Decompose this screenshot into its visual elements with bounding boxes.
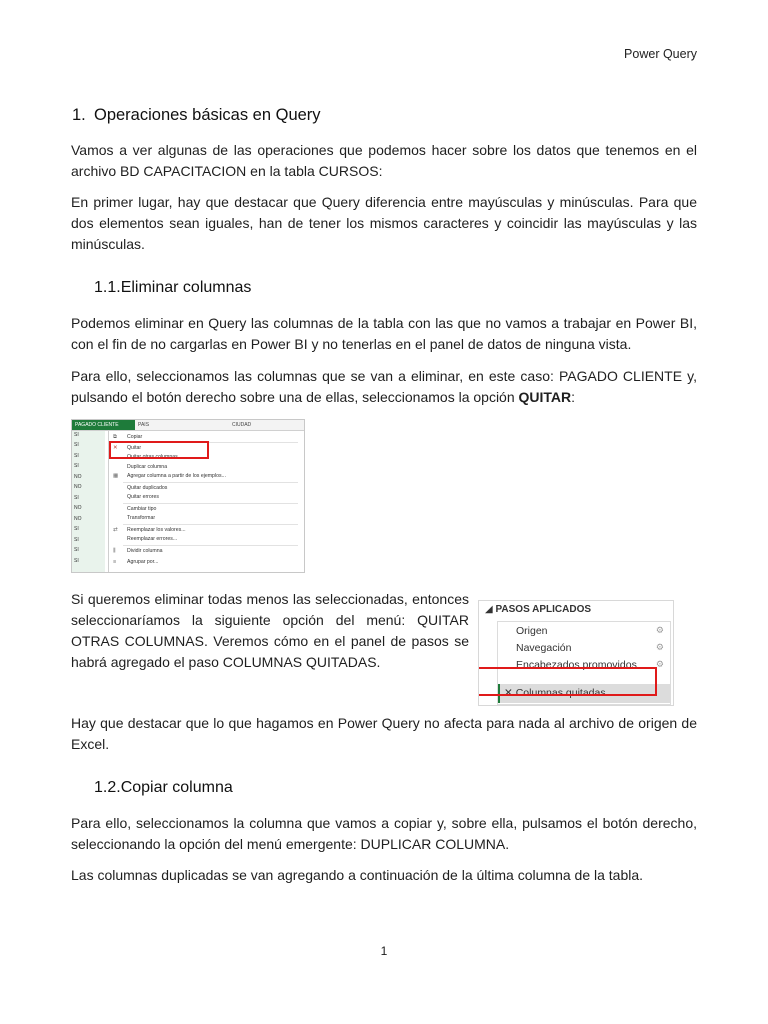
column-header-ciudad: CIUDAD bbox=[232, 422, 252, 428]
table-cell: SI bbox=[74, 432, 79, 438]
column-header-pais: PAIS bbox=[138, 422, 150, 428]
menu-separator bbox=[123, 482, 298, 483]
menu-item-reemplazar-valores[interactable]: Reemplazar los valores... bbox=[127, 527, 186, 533]
gear-icon[interactable]: ⚙ bbox=[655, 625, 664, 635]
gear-icon[interactable]: ⚙ bbox=[655, 642, 664, 652]
bold-keyword: QUITAR bbox=[518, 389, 572, 405]
highlight-box bbox=[478, 667, 657, 696]
table-cell: NO bbox=[74, 505, 82, 511]
menu-item-copiar[interactable]: Copiar bbox=[127, 434, 143, 440]
step-item[interactable]: Navegación bbox=[516, 642, 572, 654]
subsection-heading: 1.1.Eliminar columnas bbox=[94, 279, 252, 296]
highlight-box bbox=[109, 441, 209, 459]
replace-icon: ⇄ bbox=[113, 527, 118, 533]
menu-item-reemplazar-errores[interactable]: Reemplazar errores... bbox=[127, 536, 178, 542]
menu-separator bbox=[123, 503, 298, 504]
page-number: 1 bbox=[380, 944, 388, 958]
menu-item-quitar-errores[interactable]: Quitar errores bbox=[127, 494, 159, 500]
table-cell: NO bbox=[74, 474, 82, 480]
menu-item-dividir-columna[interactable]: Dividir columna bbox=[127, 548, 163, 554]
paragraph bbox=[71, 366, 697, 408]
paragraph-text: : bbox=[571, 389, 576, 405]
menu-item-quitar-otras[interactable]: Quitar otras columnas bbox=[127, 454, 178, 460]
menu-item-agregar-columna[interactable]: Agregar columna a partir de los ejemplos... bbox=[127, 473, 226, 479]
section-number: 1. bbox=[72, 106, 86, 124]
copy-icon: ⧉ bbox=[113, 434, 117, 440]
paragraph: Las columnas duplicadas se van agregando a continuación de la última columna de la tabla. bbox=[71, 867, 644, 883]
menu-separator bbox=[123, 524, 298, 525]
table-cell: NO bbox=[74, 484, 82, 490]
applied-steps-screenshot bbox=[478, 600, 674, 706]
column-header-pagado-cliente: PAGADO CLIENTE bbox=[72, 420, 135, 430]
table-cell: SI bbox=[74, 537, 79, 543]
table-cell: SI bbox=[74, 463, 79, 469]
column-header-row bbox=[72, 420, 304, 431]
menu-separator bbox=[123, 545, 298, 546]
section-title: Operaciones básicas en Query bbox=[94, 106, 321, 124]
table-cell: SI bbox=[74, 526, 79, 532]
remove-icon: ✕ bbox=[113, 445, 118, 451]
paragraph-text: Para ello, seleccionamos las columnas que se van a eliminar, en este caso: PAGADO CLIENTE y, pulsando el botón derecho sobre una de ellas, seleccionamos la opción bbox=[71, 368, 697, 405]
step-item[interactable]: Origen bbox=[516, 625, 548, 637]
step-item[interactable]: Encabezados promovidos bbox=[516, 659, 637, 671]
paragraph: Hay que destacar que lo que hagamos en Power Query no afecta para nada al archivo de origen de Excel. bbox=[71, 715, 697, 752]
table-cell: NO bbox=[74, 516, 82, 522]
gear-icon[interactable]: ⚙ bbox=[655, 659, 664, 669]
applied-steps-title: ◢ PASOS APLICADOS bbox=[485, 604, 592, 615]
table-cell: SI bbox=[74, 558, 79, 564]
menu-item-duplicar[interactable]: Duplicar columna bbox=[127, 464, 168, 470]
menu-item-cambiar-tipo[interactable]: Cambiar tipo bbox=[127, 506, 157, 512]
section-heading-1 bbox=[72, 106, 321, 125]
table-cell: SI bbox=[74, 547, 79, 553]
table-cell: SI bbox=[74, 453, 79, 459]
menu-item-agrupar[interactable]: Agrupar por... bbox=[127, 559, 159, 565]
menu-item-transformar[interactable]: Transformar bbox=[127, 515, 156, 521]
context-menu-screenshot bbox=[71, 419, 305, 573]
paragraph: Podemos eliminar en Query las columnas de la tabla con las que no vamos a trabajar en Power BI, con el fin de no cargarlas en Power BI y no tenerlas en el panel de datos de ninguna vista. bbox=[71, 315, 697, 352]
split-icon: ⫼ bbox=[113, 548, 116, 554]
paragraph: En primer lugar, hay que destacar que Query diferencia entre mayúsculas y minúsculas. Para que dos elementos sean iguales, han de tener los mismos caracteres y coincidir las mayúsculas y las minúsculas. bbox=[71, 194, 697, 252]
subsection-heading: 1.2.Copiar columna bbox=[94, 779, 233, 796]
paragraph: Para ello, seleccionamos la columna que vamos a copiar y, sobre ella, pulsamos el botón derecho, seleccionando la opción del menú emergente: DUPLICAR COLUMNA. bbox=[71, 815, 697, 852]
table-add-icon: ▦ bbox=[113, 473, 119, 479]
running-header: Power Query bbox=[624, 47, 697, 61]
menu-item-quitar[interactable]: Quitar bbox=[127, 445, 142, 451]
paragraph: Si queremos eliminar todas menos las seleccionadas, entonces seleccionaríamos la siguiente opción del menú: QUITAR OTRAS COLUMNAS. Veremos cómo en el panel de pasos se habrá agregado el paso COLUMNAS QUITADAS. bbox=[71, 591, 469, 670]
step-label: Columnas quitadas bbox=[515, 687, 606, 699]
selected-column bbox=[72, 431, 105, 572]
paragraph: Vamos a ver algunas de las operaciones que podemos hacer sobre los datos que tenemos en el archivo BD CAPACITACION en la tabla CURSOS: bbox=[71, 142, 697, 179]
table-cell: SI bbox=[74, 495, 79, 501]
group-icon: ≡ bbox=[113, 559, 117, 565]
menu-item-quitar-duplicados[interactable]: Quitar duplicados bbox=[127, 485, 168, 491]
table-cell: SI bbox=[74, 442, 79, 448]
remove-icon: ✕ bbox=[504, 687, 516, 699]
applied-steps-label: PASOS APLICADOS bbox=[495, 604, 592, 615]
